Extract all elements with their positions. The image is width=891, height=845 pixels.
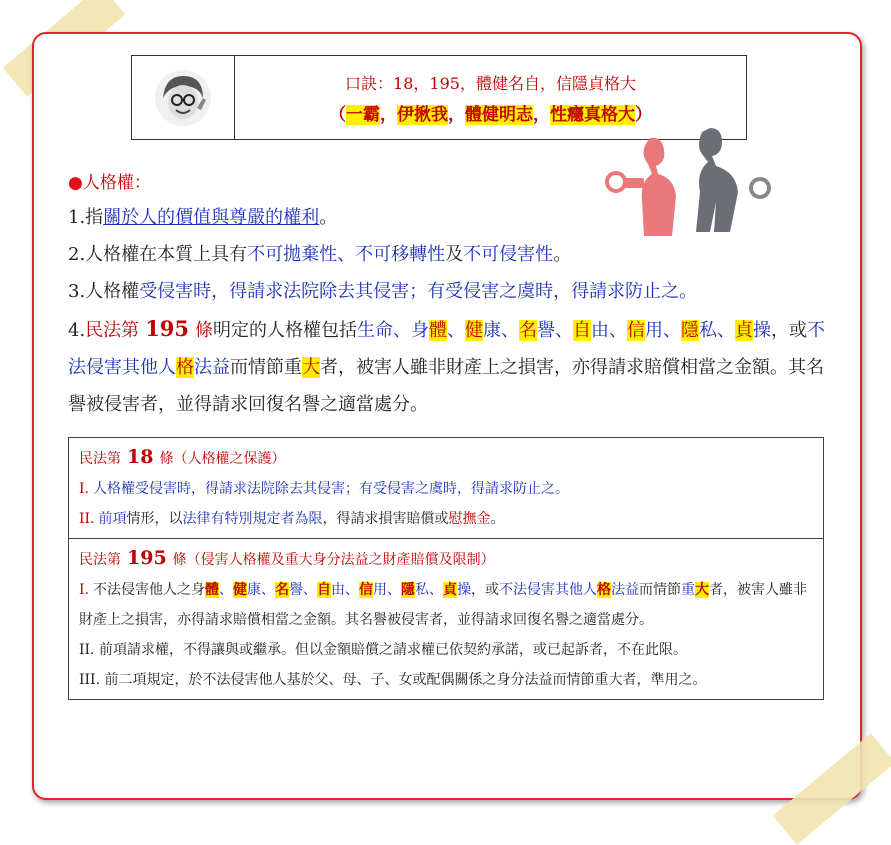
keyword: 大: [302, 357, 320, 378]
law-paragraph: [79, 504, 813, 534]
key-text: 操: [753, 320, 772, 341]
keyword: 名: [519, 320, 538, 341]
key-text: 生命、身: [357, 320, 430, 341]
key-text: 不可拋棄性、不可移轉性: [247, 244, 446, 265]
keyword: 大: [694, 582, 709, 598]
paragraph-text: 用、: [372, 582, 401, 598]
paragraph-text: 譽、: [288, 582, 317, 598]
key-text: 不法侵害其他人: [68, 320, 826, 378]
paragraph-number: II.: [79, 511, 95, 527]
text: 2.人格權在本質上具有: [68, 244, 248, 265]
list-item-1: [68, 199, 828, 236]
definition-text: 關於人的價值與尊嚴的權利: [103, 207, 320, 228]
paragraph-text: 私、: [414, 582, 443, 598]
law-title-suffix: 條（侵害人格權及重大身分法益之財產賠償及限制）: [172, 552, 495, 568]
main-content: [68, 168, 828, 423]
paragraph-text: 慰撫金: [448, 511, 491, 527]
paragraph-text: 不法侵害其他人: [498, 582, 597, 598]
slogan-line-1: 口訣：18，195，體健名自，信隱貞格大: [345, 73, 636, 93]
keyword: 隱: [681, 320, 700, 341]
paragraph-text: 由、: [330, 582, 359, 598]
paragraph-text: 康、: [246, 582, 275, 598]
text: 而情節重: [230, 357, 302, 378]
paragraph-text: 人格權受侵害時，得請求法院除去其侵害；有受侵害之虞時，得請求防止之。: [92, 481, 569, 497]
item-number: 1.指: [68, 207, 104, 228]
law-articles-box: [68, 437, 824, 700]
law-paragraph: II. 前項請求權，不得讓與或繼承。但以金額賠償之請求權已依契約承諾，或已起訴者，不在此限。: [79, 642, 687, 658]
paragraph-text: 者，被害人雖非財產上之損害，亦得請求賠償相當之金額。其名譽被侵害者，並得請求回復名譽之適當處分。: [79, 582, 807, 628]
paragraph-text: 情形，以: [126, 511, 183, 527]
slogan-part: ，: [533, 104, 550, 125]
law-paragraph: [79, 474, 813, 504]
key-text: 用、: [645, 320, 682, 341]
punct: 。: [319, 207, 338, 228]
key-text: 、: [447, 320, 466, 341]
keyword: 自: [316, 582, 331, 598]
paragraph-number: I.: [79, 481, 89, 497]
paragraph-text: 操: [456, 582, 471, 598]
text: 及: [445, 244, 464, 265]
key-text: 受侵害時，得請求法院除去其侵害；有受侵害之虞時，得請求防止之。: [139, 281, 698, 302]
key-text: 法益: [194, 357, 230, 378]
punct: 。: [490, 511, 505, 527]
paragraph-number: I.: [79, 582, 89, 598]
list-item-4: [68, 310, 828, 423]
slogan-bracket-close: ）: [635, 104, 652, 125]
keyword: 格: [176, 357, 194, 378]
law-title: [79, 543, 813, 575]
slogan-part: ，: [380, 104, 397, 125]
law-number: 195: [127, 547, 167, 569]
punct: 。: [553, 244, 572, 265]
keyword: 貞: [442, 582, 457, 598]
law-title-suffix: 條（人格權之保護）: [159, 451, 286, 467]
paragraph-text: 重: [680, 582, 695, 598]
paragraph-text: 而情節: [638, 582, 681, 598]
text: 3.人格權: [68, 281, 140, 302]
law-title-prefix: 民法第: [79, 451, 121, 467]
law-article-195: [69, 538, 823, 699]
slogan-part: 體健明志: [465, 104, 533, 125]
law-title: [79, 442, 813, 474]
law-ref: 條: [195, 320, 214, 341]
bullet-dot-icon: ●: [68, 173, 83, 193]
text: 明定的人格權包括: [213, 320, 358, 341]
keyword: 健: [465, 320, 484, 341]
law-ref: 民法第: [85, 320, 140, 341]
law-paragraph: III. 前二項規定，於不法侵害他人基於父、母、子、女或配偶關係之身分法益而情節重大者，準用之。: [79, 672, 707, 688]
paragraph-text: ，得請求損害賠償或: [322, 511, 449, 527]
key-text: 康、: [483, 320, 520, 341]
keyword: 名: [274, 582, 289, 598]
key-text: 由、: [591, 320, 628, 341]
item-number: 4.: [68, 320, 86, 341]
keyword: 信: [627, 320, 646, 341]
key-text: 不可侵害性: [463, 244, 554, 265]
paragraph-text: 不法侵害他人之身: [92, 582, 205, 598]
teacher-avatar-icon: [153, 68, 213, 128]
text: ，或: [771, 320, 808, 341]
paragraph-text: 法律有特別規定者為限: [182, 511, 323, 527]
paragraph-text: 法益: [610, 582, 639, 598]
slogan-bracket-open: （: [329, 104, 346, 125]
text: 者，被害人雖非財產上之損害，亦得請求賠償相當之金額。其名譽被侵害者，並得請求回復名譽之適當處分。: [68, 357, 824, 415]
paragraph-text: 前項: [98, 511, 127, 527]
keyword: 自: [573, 320, 592, 341]
law-title-prefix: 民法第: [79, 552, 121, 568]
keyword: 體: [429, 320, 448, 341]
paragraph-text: 、: [218, 582, 233, 598]
paragraph-text: ，或: [470, 582, 499, 598]
keyword: 隱: [400, 582, 415, 598]
law-paragraph: [79, 575, 813, 635]
slogan-part: ，: [448, 104, 465, 125]
slogan-part: 一霸: [346, 104, 380, 125]
law-number: 195: [145, 316, 190, 341]
key-text: 譽、: [537, 320, 574, 341]
section-title: 人格權：: [82, 173, 151, 193]
keyword: 信: [358, 582, 373, 598]
slogan-part: 性癮真格大: [550, 104, 635, 125]
keyword: 格: [596, 582, 611, 598]
slogan-part: 伊揪我: [397, 104, 448, 125]
keyword: 健: [232, 582, 247, 598]
list-item-2: [68, 236, 828, 273]
law-article-18: [69, 438, 823, 538]
law-number: 18: [127, 446, 154, 468]
keyword: 貞: [735, 320, 754, 341]
keyword: 體: [204, 582, 219, 598]
key-text: 私、: [699, 320, 736, 341]
avatar: [132, 56, 235, 139]
section-heading: [68, 168, 828, 193]
list-item-3: [68, 273, 828, 310]
